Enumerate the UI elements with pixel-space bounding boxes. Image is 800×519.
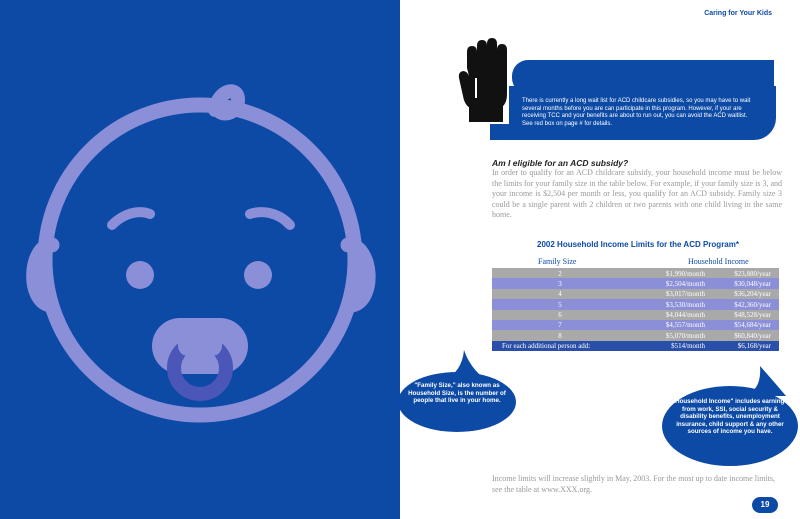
cell-family-size: 3 [558,279,562,288]
eligibility-paragraph: In order to qualify for an ACD childcare subsidy, your household income must be below the limits for your family size in the table below. For example, if your family size is 3, and your income is $2,504 per month or less, you qualify for an ACD subsidy. Family size 3 could be a single parent with 2 children or two parents with one child living in the same home. [492,168,782,220]
table-row [492,310,779,320]
cell-year: $23,880/year [734,269,771,278]
cell-month: $1,990/month [665,269,705,278]
cell-family-size: 8 [558,331,562,340]
family-size-bubble-text: "Family Size," also known as Household Size, is the number of people that live in your home. [408,382,506,405]
page-number: 19 [752,497,778,513]
lookout-body: There is currently a long wait list for ACD childcare subsidies, so you may have to wait several months before you are can participate in this program. However, if your are receiving TCC and your benefits are about to run out, you can avoid the ACD waitlist. See red box on page # for details. [522,98,751,127]
table-row [492,268,779,278]
table-row [492,278,779,288]
income-table [492,268,779,351]
footer-note: Income limits will increase slightly in May, 2003. For the most up to date income limits, see the table at www.XXX.org. [492,474,775,494]
stop-hand-icon [455,38,515,124]
cell-month: $3,017/month [665,290,705,299]
household-income-bubble-text: "Household Income" includes earnings from work, SSI, social security & disability benefits, unemployment insurance, child support & any other sources of income you have. [672,398,788,436]
table-row [492,299,779,309]
table-row-additional [492,341,779,351]
cell-additional-label: For each additional person add: [502,342,591,351]
cell-family-size: 7 [558,321,562,330]
cell-month: $4,044/month [665,311,705,320]
cell-year: $36,204/year [734,290,771,299]
cell-year: $54,684/year [734,321,771,330]
cell-month: $4,557/month [665,321,705,330]
cell-month: $2,504/month [665,279,705,288]
col-head-family-size: Family Size [538,257,577,266]
table-row [492,330,779,340]
eligibility-question: Am I eligible for an ACD subsidy? [492,158,629,168]
cell-family-size: 5 [558,300,562,309]
cell-year: $6,168/year [737,342,771,351]
cell-month: $3,530/month [665,300,705,309]
lookout-title: Look Out [524,68,583,83]
cell-month: $514/month [671,342,705,351]
col-head-household-income: Household Income [688,257,749,266]
cell-family-size: 4 [558,290,562,299]
table-title: 2002 Household Income Limits for the ACD Program* [537,240,739,249]
right-page [400,0,800,519]
cell-year: $42,360/year [734,300,771,309]
table-row [492,289,779,299]
cell-family-size: 6 [558,311,562,320]
table-row [492,320,779,330]
section-title: Caring for Your Kids [704,10,772,17]
cell-family-size: 2 [558,269,562,278]
cell-year: $48,528/year [734,311,771,320]
cell-month: $5,070/month [665,331,705,340]
cell-year: $30,048/year [734,279,771,288]
cell-year: $60,840/year [734,331,771,340]
